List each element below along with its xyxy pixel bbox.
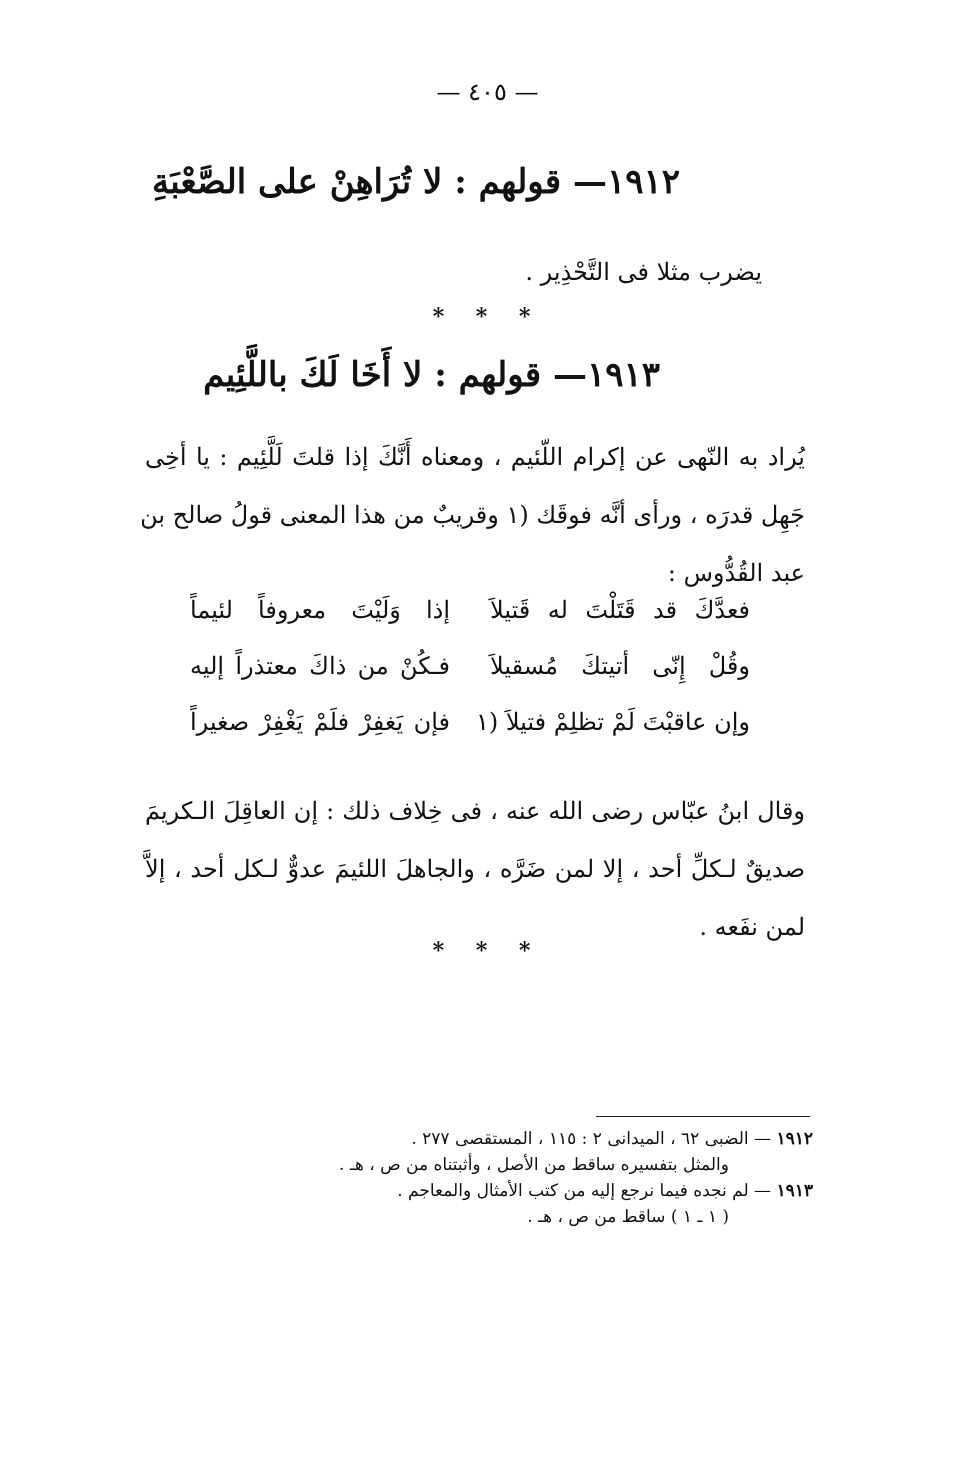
paragraph-line: وقال ابنُ عبّاس رضى الله عنه ، فى خِلاف ذلك : إن العاقِلَ الـكريمَ — [145, 797, 805, 825]
verse-line — [190, 652, 750, 708]
footnote-text: والمثل بتفسيره ساقط من الأصل ، وأثبتناه من ص ، هـ . — [339, 1155, 729, 1175]
footnote-line — [253, 1126, 813, 1152]
entry-title-1912: ١٩١٢— قولهم : لا تُرَاهِنْ على الصَّعْبَةِ — [151, 162, 680, 202]
footnote-divider — [596, 1116, 810, 1117]
verse-first-hemistich: فإن يَغفِرْ فلَمْ يَغْفِرْ صغيراً — [190, 708, 450, 736]
verse-second-hemistich: فعدَّكَ قد قَتَلْتَ له قَتيلاَ — [490, 596, 750, 624]
paragraph-line: لمن نفَعه . — [699, 913, 805, 941]
explanation-paragraph-1913 — [140, 428, 805, 602]
footnote-number: ١٩١٣ — [776, 1181, 813, 1201]
footnotes — [253, 1126, 813, 1230]
paragraph-line: صديقٌ لـكلِّ أحد ، إلا لمن ضَرَّه ، والجاهلَ اللئيمَ عدوٌّ لـكل أحد ، إلاَّ — [145, 855, 805, 883]
paragraph-line: عبد القُدُّوس : — [667, 559, 805, 587]
ibn-abbas-paragraph — [145, 782, 805, 956]
footnote-line — [253, 1152, 813, 1178]
verse-first-hemistich: فـكُنْ من ذاكَ معتذراً إليه — [190, 652, 450, 680]
section-separator: * * * — [432, 304, 543, 330]
verse-line — [190, 596, 750, 652]
verse-second-hemistich: وإن عاقبْتَ لَمْ تظلِمْ فتيلاَ (١ — [475, 708, 750, 736]
entry-explanation-1912: يضرب مثلا فى التَّحْذِير . — [525, 258, 762, 286]
verse-first-hemistich: إذا وَلَيْتَ معروفاً لئيماً — [190, 596, 450, 624]
footnote-line — [253, 1204, 813, 1230]
footnote-line — [253, 1178, 813, 1204]
poem-verses — [190, 596, 750, 764]
footnote-text: — الضبى ٦٢ ، الميدانى ٢ : ١١٥ ، المستقصى ٢٧٧ . — [411, 1129, 772, 1149]
footnote-text: ( ١ ـ ١ ) ساقط من ص ، هـ . — [527, 1207, 729, 1227]
paragraph-line: يُراد به النّهى عن إكرام اللّئيم ، ومعناه أَنَّكَ إذا قلتَ لَلَّئِيم : يا أخِى — [145, 443, 805, 471]
verse-second-hemistich: وقُلْ إِنّى أتيتكَ مُسقيلاَ — [490, 652, 750, 680]
footnote-text: — لم نجده فيما نرجع إليه من كتب الأمثال والمعاجم . — [397, 1181, 772, 1201]
paragraph-line: جَهِل قدرَه ، ورأى أنَّه فوقَك (١ وقريبٌ من هذا المعنى قولُ صالح بن — [140, 501, 805, 529]
footnote-number: ١٩١٢ — [776, 1129, 813, 1149]
page-number: — ٤٠٥ — — [436, 78, 539, 106]
verse-line — [190, 708, 750, 764]
section-separator: * * * — [432, 938, 543, 964]
entry-title-1913: ١٩١٣— قولهم : لا أَخَا لَكَ باللَّئِيم — [203, 355, 660, 395]
